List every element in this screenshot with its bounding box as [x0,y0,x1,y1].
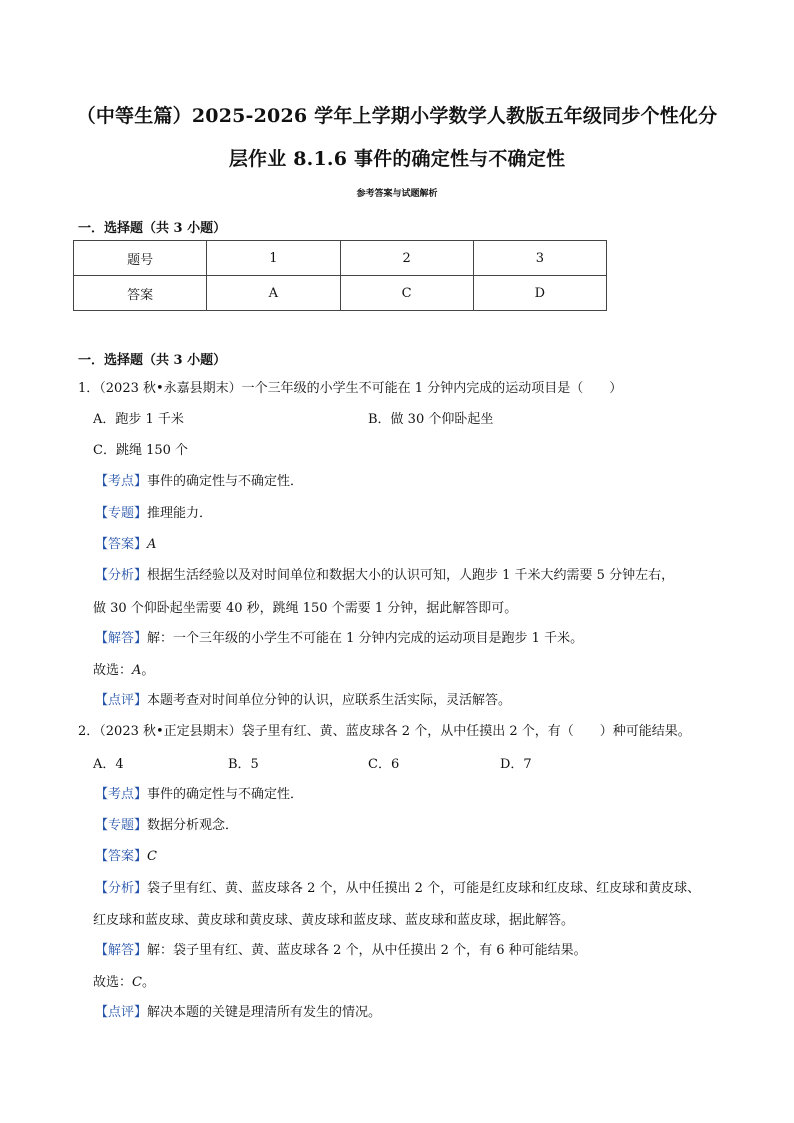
jieda-text: 解：一个三年级的小学生不可能在 1 分钟内完成的运动项目是跑步 1 千米。 [147,631,584,646]
table-answer-cell: C [340,276,473,311]
table-number-cell: 3 [473,241,606,276]
daan-text: C [147,849,157,864]
kaodian-text: 事件的确定性与不确定性． [147,787,304,802]
document-subtitle: 参考答案与试题解析 [356,189,438,199]
section-header-questions: 一．选择题（共 3 小题） [78,353,227,368]
guxuan-prefix: 故选： [93,975,133,990]
guxuan-suffix: 。 [141,975,155,990]
answer-table [73,240,607,311]
table-number-cell: 2 [340,241,473,276]
q2-guxuan [93,974,155,992]
fenxi-tag: 【分析】 [95,568,148,583]
table-number-cell: 1 [207,241,340,276]
daan-text: A [147,537,157,552]
q2-option-d: D．7 [500,757,532,772]
jieda-text: 解：袋子里有红、黄、蓝皮球各 2 个，从中任摸出 2 个，有 6 种可能结果。 [147,943,587,958]
fenxi-text: 根据生活经验以及对时间单位和数据大小的认识可知，人跑步 1 千米大约需要 5 分钟左右， [147,568,675,583]
table-answer-label: 答案 [74,276,207,311]
fenxi-text: 袋子里有红、黄、蓝皮球各 2 个，从中任摸出 2 个，可能是红皮球和红皮球、红皮球和黄皮球、 [147,881,701,896]
section-header-answers: 一．选择题（共 3 小题） [78,221,227,236]
guxuan-answer: A [132,663,142,678]
q2-fenxi-line-1 [95,880,700,898]
dianping-tag: 【点评】 [95,1005,148,1020]
q2-kaodian [95,786,303,804]
zhuanti-tag: 【专题】 [95,506,148,521]
document-title-line-1: （中等生篇）2025-2026 学年上学期小学数学人教版五年级同步个性化分 [76,105,718,127]
q1-guxuan [93,662,154,680]
q1-daan [95,536,156,554]
zhuanti-tag: 【专题】 [95,818,148,833]
q1-stem: 1．（2023 秋•永嘉县期末）一个三年级的小学生不可能在 1 分钟内完成的运动项目是（ ） [78,381,623,396]
q2-option-c: C．6 [368,757,400,772]
dianping-tag: 【点评】 [95,693,148,708]
jieda-tag: 【解答】 [95,631,148,646]
q2-zhuanti [95,817,238,835]
dianping-text: 解决本题的关键是理清所有发生的情况。 [147,1005,382,1020]
q1-option-a: A．跑步 1 千米 [93,412,184,427]
document-title-line-2: 层作业 8.1.6 事件的确定性与不确定性 [228,148,566,170]
zhuanti-text: 数据分析观念． [147,818,239,833]
q2-fenxi-line-2: 红皮球和蓝皮球、黄皮球和黄皮球、黄皮球和蓝皮球、蓝皮球和蓝皮球，据此解答。 [93,913,575,928]
daan-tag: 【答案】 [95,849,148,864]
q1-jieda [95,630,583,648]
kaodian-tag: 【考点】 [95,787,148,802]
q1-fenxi-line-1 [95,567,674,585]
fenxi-tag: 【分析】 [95,881,148,896]
q2-dianping [95,1004,381,1022]
guxuan-answer: C [132,975,142,990]
table-header-label: 题号 [74,241,207,276]
dianping-text: 本题考查对时间单位分钟的认识，应联系生活实际，灵活解答。 [147,693,512,708]
q2-stem: 2．（2023 秋•正定县期末）袋子里有红、黄、蓝皮球各 2 个，从中任摸出 2 个，有（ ）种可能结果。 [78,724,691,739]
guxuan-suffix: 。 [141,663,155,678]
guxuan-prefix: 故选： [93,663,133,678]
kaodian-tag: 【考点】 [95,474,148,489]
table-answer-cell: A [207,276,340,311]
daan-tag: 【答案】 [95,537,148,552]
q2-daan [95,848,157,866]
answer-table-row-numbers [74,241,607,276]
q1-option-b: B．做 30 个仰卧起坐 [368,412,494,427]
q1-kaodian [95,473,303,491]
jieda-tag: 【解答】 [95,943,148,958]
zhuanti-text: 推理能力． [147,506,213,521]
table-answer-cell: D [473,276,606,311]
kaodian-text: 事件的确定性与不确定性． [147,474,304,489]
q1-zhuanti [95,505,212,523]
q2-jieda [95,942,587,960]
q2-option-b: B．5 [228,757,259,772]
q1-fenxi-line-2: 做 30 个仰卧起坐需要 40 秒，跳绳 150 个需要 1 分钟，据此解答即可。 [93,601,518,616]
q1-dianping [95,692,511,710]
answer-table-row-answers [74,276,607,311]
q1-option-c: C．跳绳 150 个 [93,443,189,458]
q2-option-a: A．4 [93,757,124,772]
